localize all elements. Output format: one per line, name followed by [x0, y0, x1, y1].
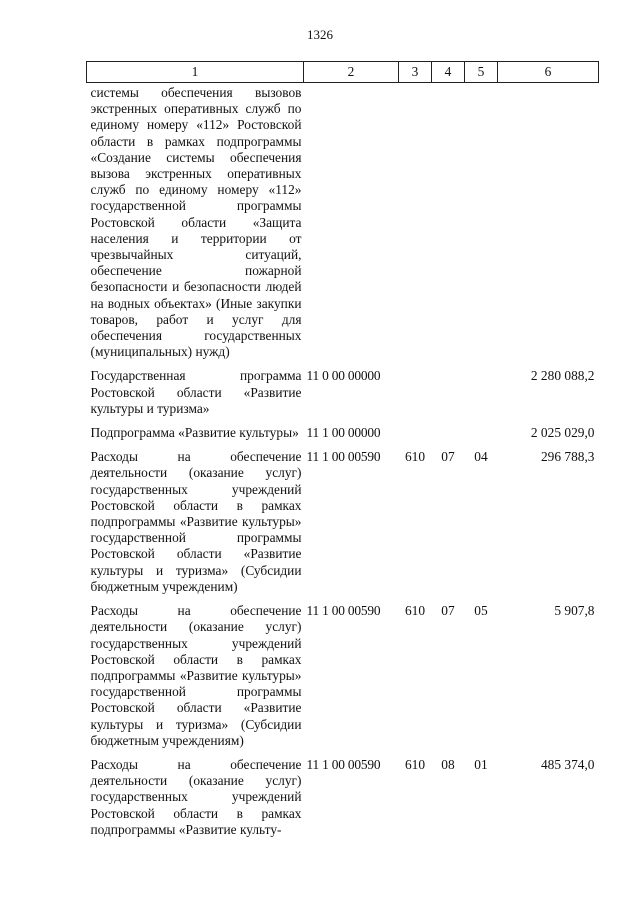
row-col-3: 610 [404, 449, 426, 465]
header-col-6: 6 [498, 62, 599, 83]
header-col-5: 5 [465, 62, 498, 83]
header-col-4: 4 [432, 62, 465, 83]
row-code [304, 83, 399, 361]
row-description: Подпрограмма «Развитие культуры» [90, 425, 299, 441]
row-col-5 [465, 417, 498, 441]
row-col-4: 08 [441, 756, 455, 772]
row-amount: 2 025 029,0 [530, 425, 595, 441]
row-description: Расходы на обеспечение деятельности (оказание услуг) государственных учреждений Ростовской области в рамках подпрограммы «Развитие культуры» государственной программы Ростовской области «Развитие культуры и туризма» (Субсидии бюджетным учрежденим) [90, 449, 302, 594]
row-amount: 5 907,8 [554, 603, 595, 619]
page-number: 1326 [307, 27, 333, 42]
table-row [87, 595, 599, 749]
row-description: Расходы на обеспечение деятельности (оказание услуг) государственных учреждений Ростовской области в рамках подпрограммы «Развитие культу- [90, 756, 302, 837]
row-col-4 [432, 83, 465, 361]
row-code: 11 1 00 00590 [306, 603, 381, 619]
header-row [87, 62, 599, 83]
row-col-3 [399, 417, 432, 441]
row-col-5 [465, 83, 498, 361]
row-description: Государственная программа Ростовской области «Развитие культуры и туризма» [90, 368, 302, 416]
row-col-5: 04 [474, 449, 488, 465]
table-row [87, 417, 599, 441]
header-col-1: 1 [87, 62, 304, 83]
row-col-5 [465, 360, 498, 417]
row-code: 11 0 00 00000 [306, 368, 381, 384]
row-amount: 296 788,3 [540, 449, 595, 465]
row-col-5: 05 [474, 603, 488, 619]
table-row [87, 83, 599, 361]
row-col-4 [432, 417, 465, 441]
row-description: системы обеспечения вызовов экстренных оперативных служб по единому номеру «112» Ростовской области в рамках подпрограммы «Создание системы обеспечения вызова экстренных оперативных служб по единому номеру «112» государственной программы Ростовской области «Защита населения и территории от чрезвычайных ситуаций, обеспечение пожарной безопасности и безопасности людей на водных объектах» (Иные закупки товаров, работ и услуг для обеспечения государственных (муниципальных) нужд) [90, 85, 302, 360]
row-col-5: 01 [474, 756, 488, 772]
budget-table [86, 61, 599, 838]
row-code: 11 1 00 00590 [306, 756, 381, 772]
row-col-3: 610 [404, 756, 426, 772]
row-col-3 [399, 83, 432, 361]
table-header [87, 62, 599, 83]
row-col-4 [432, 360, 465, 417]
row-amount [498, 83, 599, 361]
row-amount: 2 280 088,2 [530, 368, 595, 384]
header-col-2: 2 [304, 62, 399, 83]
row-code: 11 1 00 00000 [306, 425, 381, 441]
row-col-4: 07 [441, 449, 455, 465]
row-description: Расходы на обеспечение деятельности (оказание услуг) государственных учреждений Ростовской области в рамках подпрограммы «Развитие культуры» государственной программы Ростовской области «Развитие культуры и туризма» (Субсидии бюджетным учреждениям) [90, 603, 302, 748]
row-col-4: 07 [441, 603, 455, 619]
row-col-3: 610 [404, 603, 426, 619]
row-code: 11 1 00 00590 [306, 449, 381, 465]
table-body [87, 83, 599, 838]
header-col-3: 3 [399, 62, 432, 83]
table-row [87, 749, 599, 838]
row-col-3 [399, 360, 432, 417]
row-amount: 485 374,0 [540, 756, 595, 772]
table-row [87, 360, 599, 417]
table-row [87, 441, 599, 595]
